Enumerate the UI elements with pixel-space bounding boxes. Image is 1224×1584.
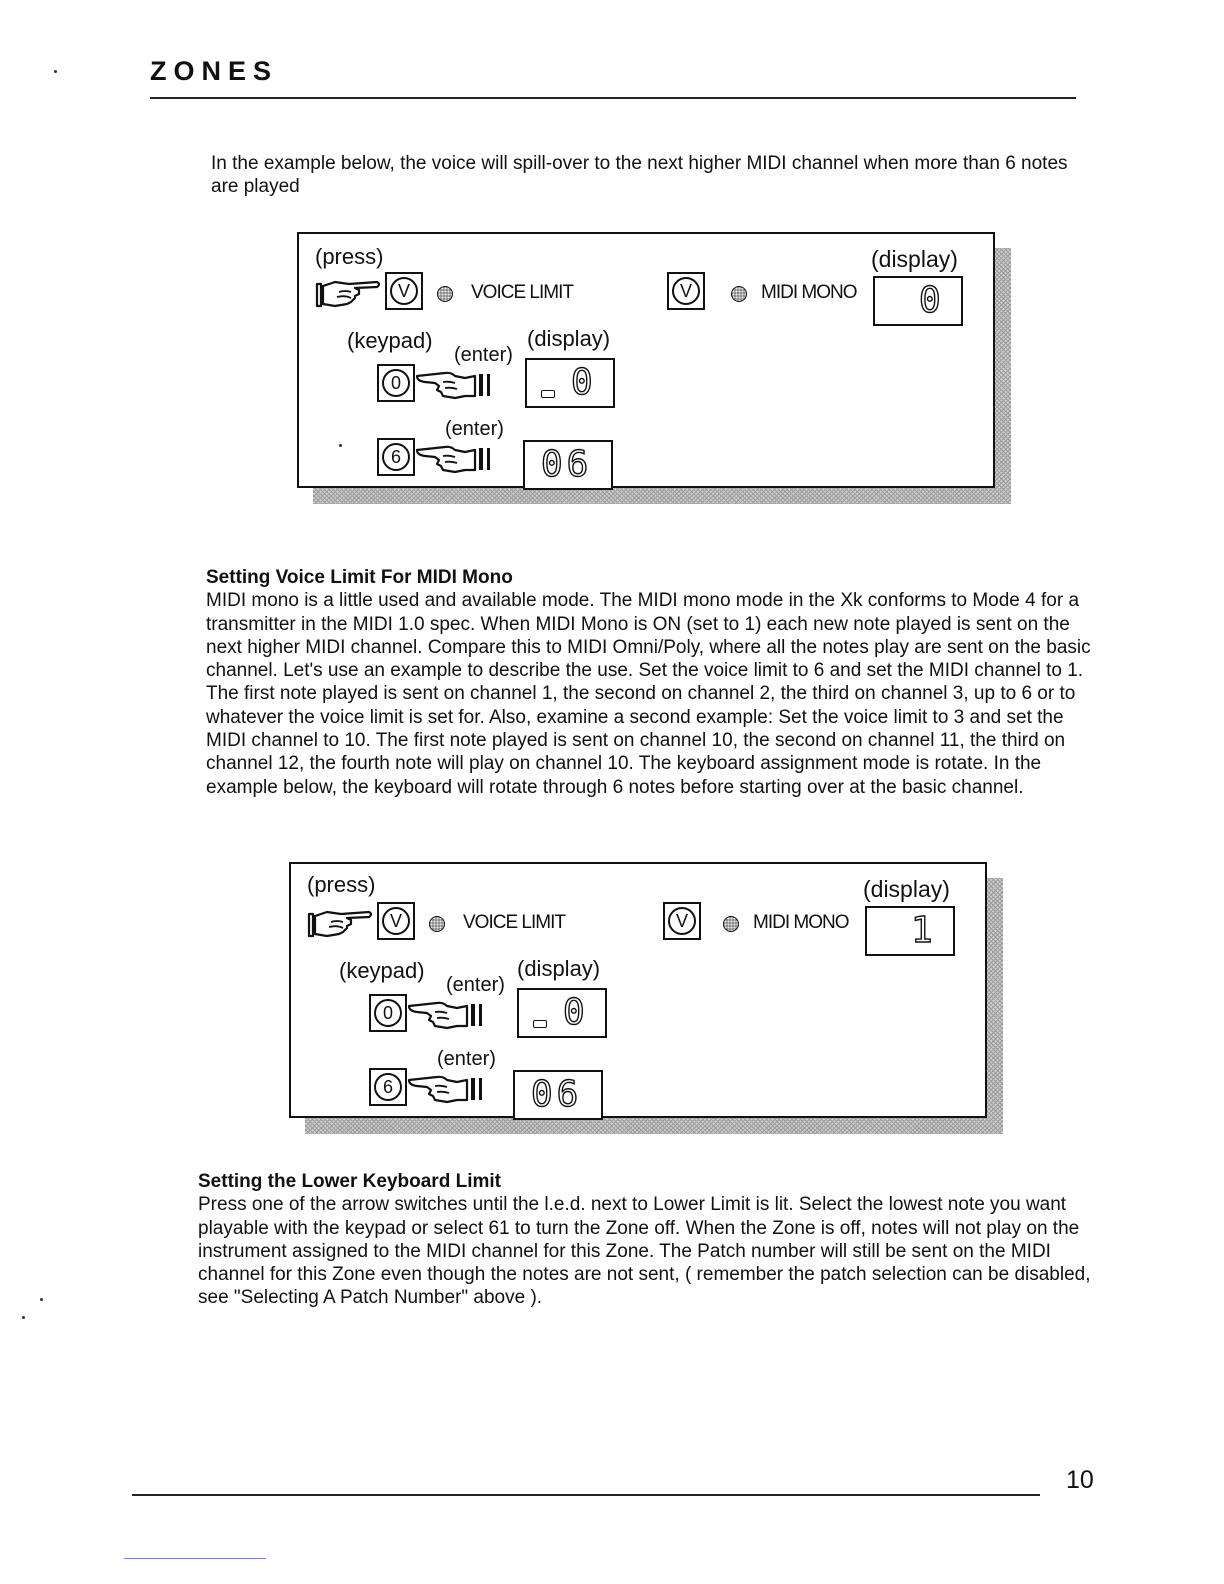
page-number: 10 xyxy=(1066,1466,1094,1494)
voice-key-letter: V xyxy=(390,277,418,305)
midi-mono-display-value: 1 xyxy=(911,910,933,951)
midi-mono-led-icon xyxy=(731,286,747,302)
voice-limit-section xyxy=(206,566,1106,799)
midi-key-letter: V xyxy=(672,277,700,305)
keypad-display-2-value: 06 xyxy=(531,1074,583,1115)
keypad-label: (keypad) xyxy=(347,328,433,353)
scan-speck xyxy=(22,1316,25,1319)
footer-rule xyxy=(132,1494,1040,1496)
enter-hand-icon xyxy=(407,998,483,1030)
section-heading: Setting the Lower Keyboard Limit xyxy=(198,1171,501,1192)
keypad-display-2 xyxy=(513,1070,603,1120)
keypad-0-button[interactable] xyxy=(369,994,407,1032)
section-heading: Setting Voice Limit For MIDI Mono xyxy=(206,567,513,588)
enter-label: (enter) xyxy=(454,344,513,366)
header-rule xyxy=(150,97,1076,99)
enter-hand-icon xyxy=(407,1072,483,1104)
press-label: (press) xyxy=(315,244,384,269)
scan-speck xyxy=(40,1298,43,1301)
voice-limit-led-icon xyxy=(437,286,453,302)
cursor-icon xyxy=(533,1020,547,1028)
enter-hand-icon xyxy=(415,442,491,474)
keypad-key-digit: 0 xyxy=(382,369,410,397)
display-label: (display) xyxy=(517,956,601,981)
keypad-display-1 xyxy=(517,988,607,1038)
keypad-6-button[interactable] xyxy=(369,1068,407,1106)
enter-hand-icon xyxy=(415,368,491,400)
diagram-frame xyxy=(289,862,987,1118)
scan-speck xyxy=(54,70,57,73)
pointing-hand-icon xyxy=(315,276,383,310)
section-body: MIDI mono is a little used and available mode. The MIDI mono mode in the Xk conforms to Mode 4 for a transmitter in the MIDI 1.0 spec. When MIDI Mono is ON (set to 1) each new note played is sent on the next higher MIDI channel. Compare this to MIDI Omni/Poly, where all the notes play are sent on the basic channel. Let's use an example to describe the use. Set the voice limit to 6 and set the MIDI channel to 1. The first note played is sent on channel 1, the second on channel 2, the third on channel 3, up to 6 or to whatever the voice limit is set for. Also, examine a second example: Set the voice limit to 3 and set the MIDI channel to 10. The first note played is sent on channel 10, the second on channel 11, the third on channel 12, the fourth note will play on channel 10. The keyboard assignment mode is rotate. In the example below, the keyboard will rotate through 6 notes before starting over at the basic channel. xyxy=(206,590,1091,798)
diagram-frame xyxy=(297,232,995,488)
keypad-key-digit: 6 xyxy=(382,443,410,471)
midi-mono-display xyxy=(865,906,955,956)
display-label: (display) xyxy=(527,326,611,351)
keypad-display-2-value: 06 xyxy=(541,444,593,485)
midi-v-button[interactable] xyxy=(667,272,705,310)
midi-mono-label: MIDI MONO xyxy=(753,912,849,933)
pointing-hand-icon xyxy=(307,906,375,940)
page-header-title: ZONES xyxy=(150,56,279,86)
display-label: (display) xyxy=(863,876,950,902)
keypad-key-digit: 0 xyxy=(374,999,402,1027)
enter-label: (enter) xyxy=(437,1048,496,1070)
voice-key-letter: V xyxy=(382,907,410,935)
keypad-0-button[interactable] xyxy=(377,364,415,402)
intro-paragraph: In the example below, the voice will spill-over to the next higher MIDI channel when more than 6 notes are played xyxy=(211,153,1068,198)
enter-label: (enter) xyxy=(445,418,504,440)
voice-limit-label: VOICE LIMIT xyxy=(463,912,565,933)
voice-limit-diagram-1 xyxy=(297,232,995,488)
lower-limit-section xyxy=(198,1170,1098,1310)
midi-mono-display xyxy=(873,276,963,326)
keypad-6-button[interactable] xyxy=(377,438,415,476)
keypad-display-1-value: 0 xyxy=(571,362,593,403)
display-label: (display) xyxy=(871,246,958,272)
keypad-display-1-value: 0 xyxy=(563,992,585,1033)
keypad-display-2 xyxy=(523,440,613,490)
enter-label: (enter) xyxy=(446,974,505,996)
midi-key-letter: V xyxy=(668,907,696,935)
section-body: Press one of the arrow switches until the l.e.d. next to Lower Limit is lit. Select the lowest note you want playable with the keypad or select 61 to turn the Zone off. When the Zone is off, notes will not play on the instrument assigned to the MIDI channel for this Zone. The Patch number will still be sent on the MIDI channel for this Zone even though the notes are not sent, ( remember the patch selection can be disabled, see "Selecting A Patch Number" above ). xyxy=(198,1194,1091,1309)
keypad-label: (keypad) xyxy=(339,958,425,983)
keypad-key-digit: 6 xyxy=(374,1073,402,1101)
midi-v-button[interactable] xyxy=(663,902,701,940)
voice-v-button[interactable] xyxy=(377,902,415,940)
press-label: (press) xyxy=(307,872,376,897)
voice-limit-led-icon xyxy=(429,916,445,932)
voice-v-button[interactable] xyxy=(385,272,423,310)
keypad-display-1 xyxy=(525,358,615,408)
midi-mono-label: MIDI MONO xyxy=(761,282,857,303)
scan-edge-line xyxy=(124,1558,266,1559)
voice-limit-diagram-2 xyxy=(289,862,987,1118)
voice-limit-label: VOICE LIMIT xyxy=(471,282,573,303)
midi-mono-led-icon xyxy=(723,916,739,932)
scan-speck xyxy=(339,444,342,447)
midi-mono-display-value: 0 xyxy=(919,280,941,321)
cursor-icon xyxy=(541,390,555,398)
